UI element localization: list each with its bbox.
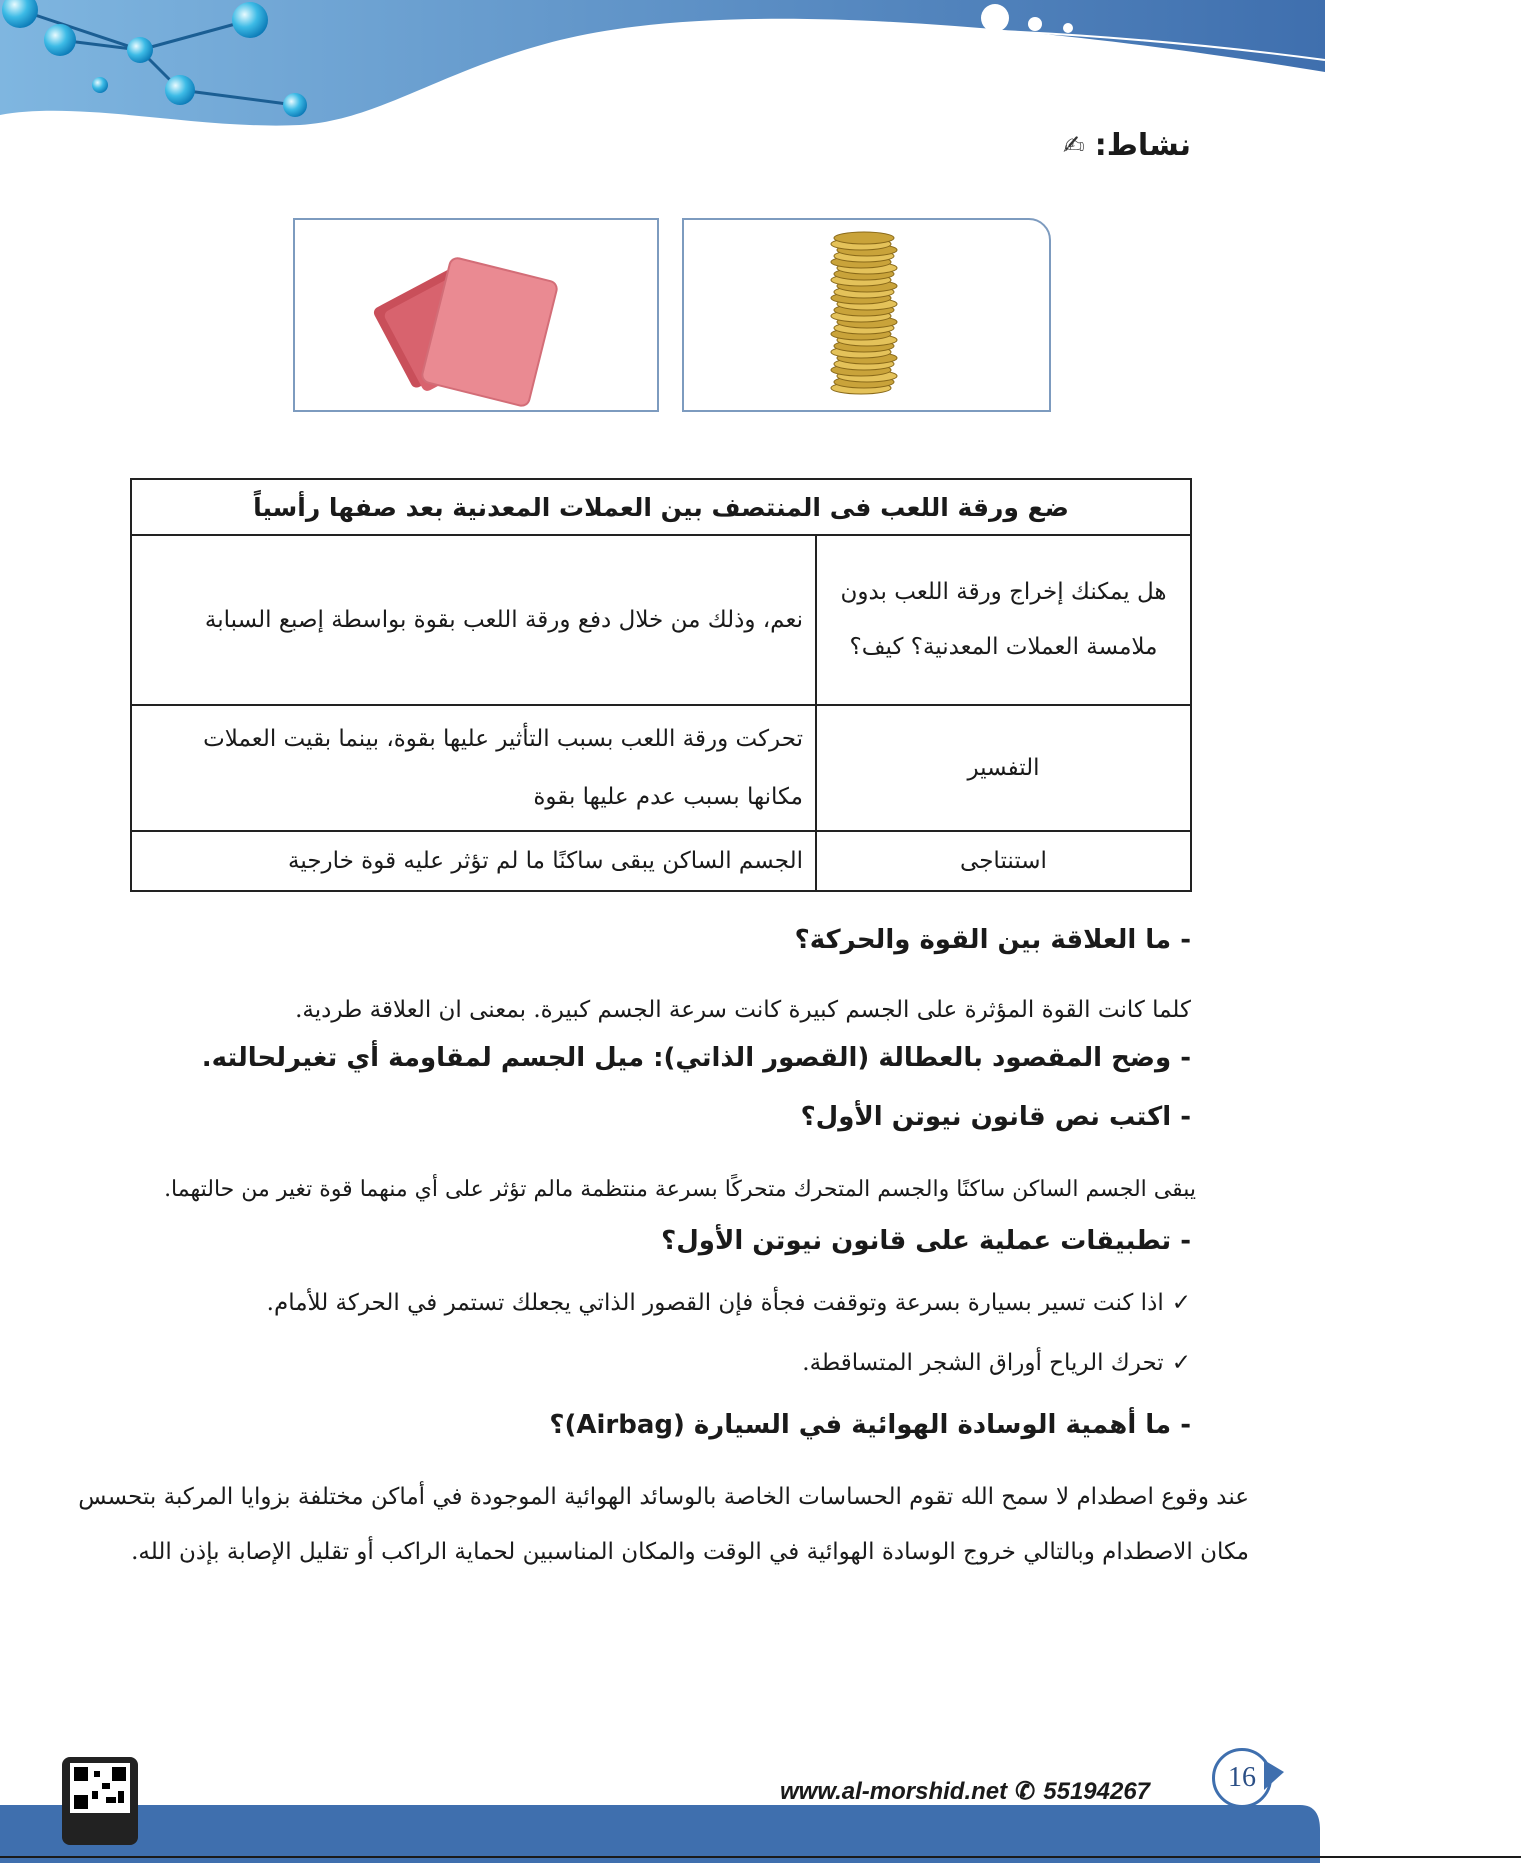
table-row bbox=[131, 535, 1191, 705]
website-link[interactable]: www.al-morshid.net bbox=[780, 1777, 1008, 1805]
header-banner bbox=[0, 0, 1521, 140]
question-airbag: - ما أهمية الوسادة الهوائية في السيارة (Airbag)؟ bbox=[549, 1410, 1191, 1440]
table-cell-label: استنتاجى bbox=[816, 831, 1191, 891]
answer-airbag: عند وقوع اصطدام لا سمح الله تقوم الحساسات الخاصة بالوسائد الهوائية الموجودة في أماكن مختلفة بزوايا المركبة بتحسس مكان الاصطدام وبالتالي خروج الوسادة الهوائية في الوقت والمكان المناسبين لحماية الراكب أو تقليل الإصابة بإذن الله. bbox=[78, 1484, 1249, 1565]
question-newton-law: - اكتب نص قانون نيوتن الأول؟ bbox=[800, 1102, 1191, 1132]
table-cell-value: نعم، وذلك من خلال دفع ورقة اللعب بقوة بواسطة إصبع السبابة bbox=[131, 535, 816, 705]
answer-newton-law: يبقى الجسم الساكن ساكنًا والجسم المتحرك متحركًا بسرعة منتظمة مالم تؤثر على أي منهما قوة تغير من حالتهما. bbox=[164, 1177, 1196, 1202]
activity-heading bbox=[1063, 128, 1191, 163]
page-number: 16 bbox=[1228, 1762, 1256, 1793]
coin bbox=[834, 232, 894, 244]
qr-code bbox=[62, 1757, 138, 1845]
list-item: ✓ اذا كنت تسير بسيارة بسرعة وتوقفت فجأة فإن القصور الذاتي يجعلك تستمر في الحركة للأمام. bbox=[266, 1290, 1191, 1316]
question-applications: - تطبيقات عملية على قانون نيوتن الأول؟ bbox=[661, 1226, 1191, 1256]
footer-banner bbox=[0, 1745, 1521, 1863]
table-row bbox=[131, 831, 1191, 891]
pen-icon: ✍ bbox=[1062, 130, 1085, 161]
activity-label: نشاط: bbox=[1094, 128, 1191, 163]
phone-icon: ✆ bbox=[1015, 1778, 1036, 1805]
page-badge-arrow bbox=[1264, 1760, 1284, 1790]
activity-table bbox=[130, 478, 1192, 892]
footer-contact bbox=[780, 1777, 1150, 1806]
question-inertia: - وضح المقصود بالعطالة (القصور الذاتي): ميل الجسم لمقاومة أي تغيرلحالته. bbox=[201, 1043, 1191, 1073]
table-row bbox=[131, 705, 1191, 831]
playing-cards-image bbox=[293, 218, 659, 412]
check-icon: ✓ bbox=[1171, 1350, 1191, 1376]
table-cell-value: الجسم الساكن يبقى ساكنًا ما لم تؤثر عليه قوة خارجية bbox=[131, 831, 816, 891]
table-cell-label: هل يمكنك إخراج ورقة اللعب بدون ملامسة العملات المعدنية؟ كيف؟ bbox=[816, 535, 1191, 705]
table-cell-value: تحركت ورقة اللعب بسبب التأثير عليها بقوة، بينما بقيت العملات مكانها بسبب عدم عليها بقوة bbox=[131, 705, 816, 831]
table-header: ضع ورقة اللعب فى المنتصف بين العملات المعدنية بعد صفها رأسياً bbox=[131, 479, 1191, 535]
list-item: ✓ تحرك الرياح أوراق الشجر المتساقطة. bbox=[802, 1350, 1191, 1376]
phone-number: 55194267 bbox=[1043, 1777, 1151, 1805]
answer-force-motion: كلما كانت القوة المؤثرة على الجسم كبيرة كانت سرعة الجسم كبيرة. بمعنى ان العلاقة طردية. bbox=[295, 997, 1191, 1023]
question-force-motion: - ما العلاقة بين القوة والحركة؟ bbox=[794, 925, 1191, 955]
table-cell-label: التفسير bbox=[816, 705, 1191, 831]
page-number-badge bbox=[1212, 1748, 1272, 1808]
check-icon: ✓ bbox=[1171, 1290, 1191, 1316]
coin-stack-image bbox=[682, 218, 1051, 412]
